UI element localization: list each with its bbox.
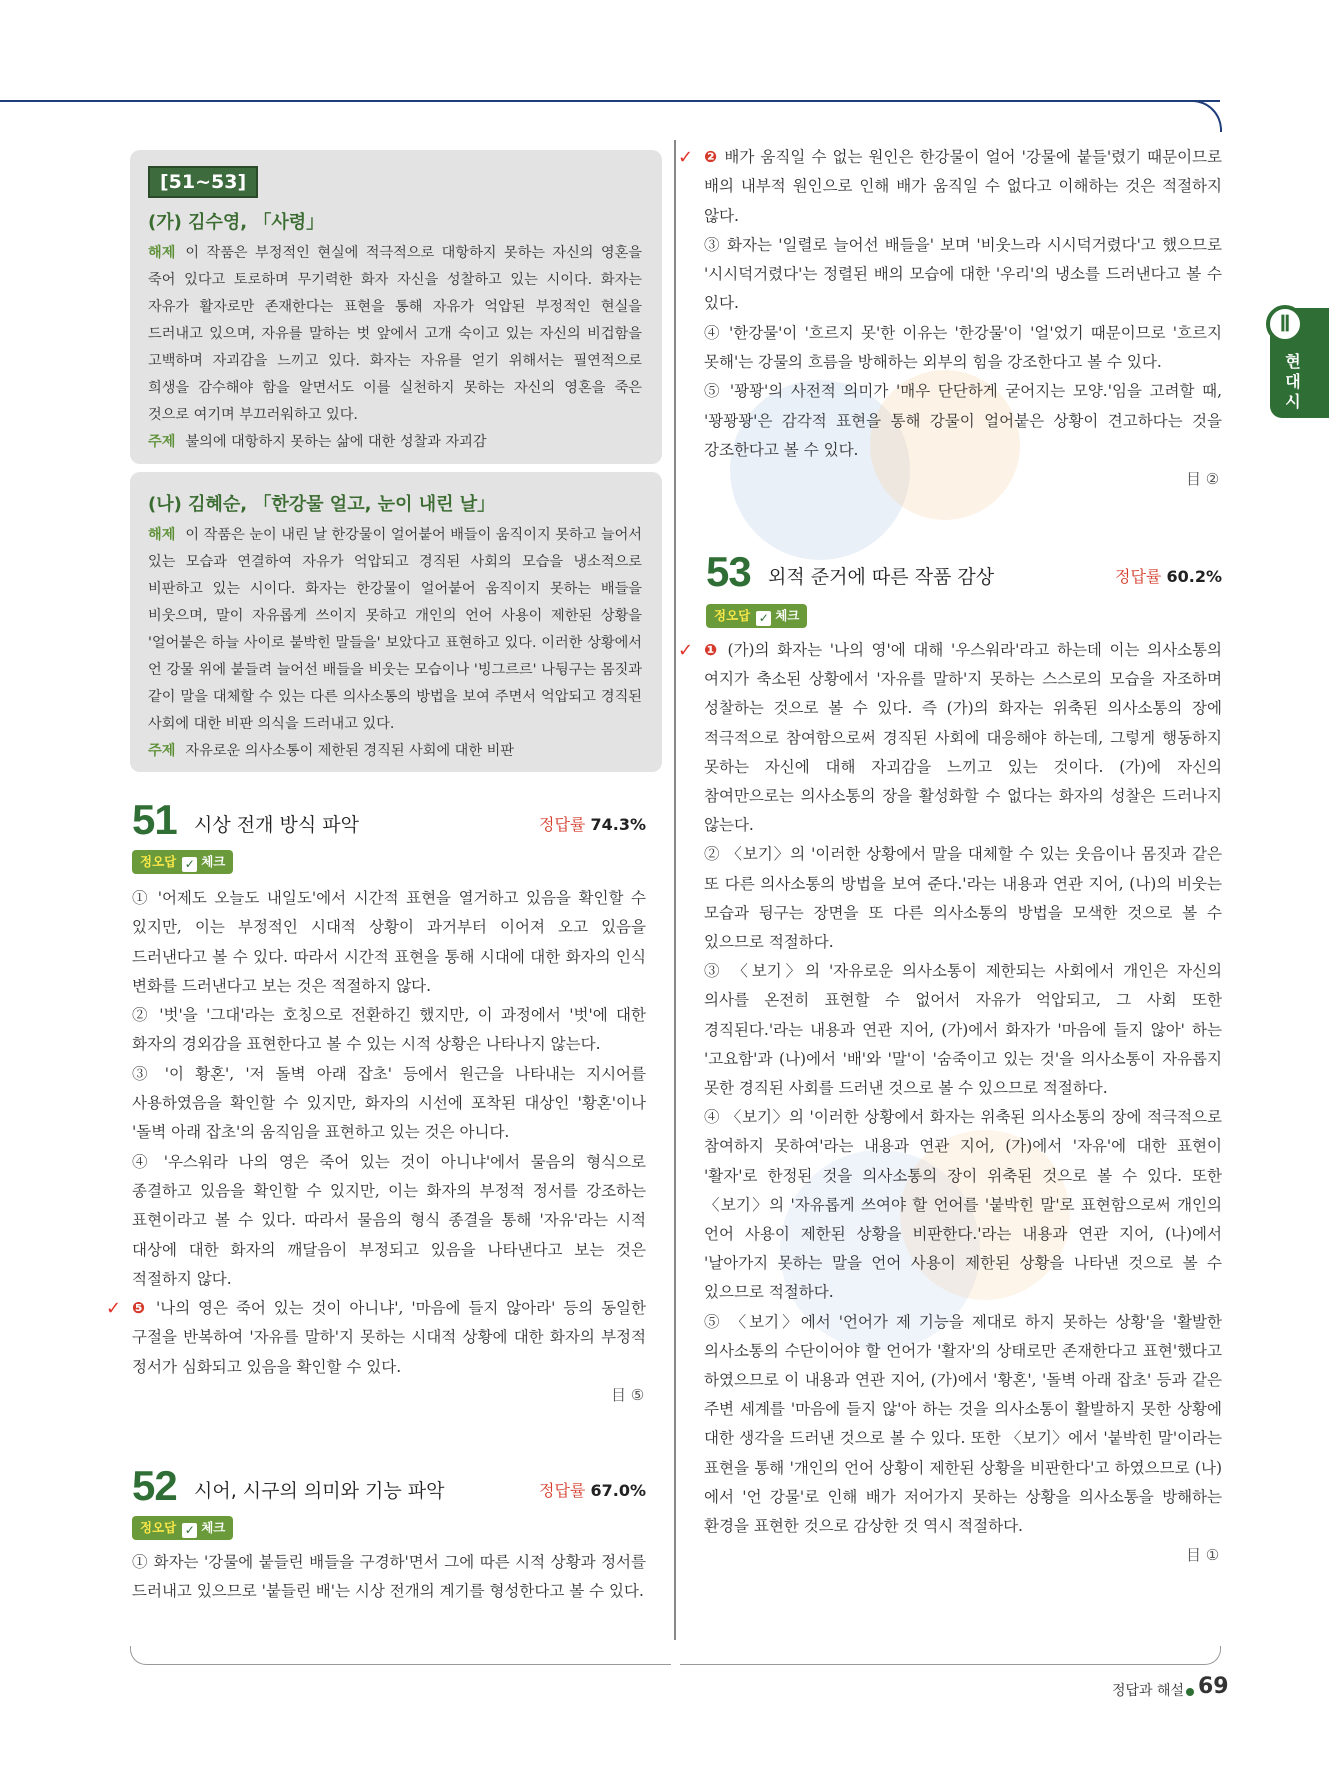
option-2: ② '벗'을 '그대'라는 호칭으로 전환하긴 했지만, 이 과정에서 '벗'에 대한 화자의 경외감을 표현한다고 볼 수 있는 시적 상황은 나타나지 않는다. — [132, 1006, 646, 1054]
theme-label: 주제 — [148, 743, 176, 759]
poem-b-title: (나) 김혜순, 「한강물 얼고, 눈이 내린 날」 — [148, 494, 496, 515]
haeje-label: 해제 — [148, 245, 176, 261]
option-3: ③ 화자는 '일렬로 늘어선 배들을' 보며 '비웃느라 시시덕거렸다'고 했으므로 '시시덕거렸다'는 정렬된 배의 모습에 대한 '우리'의 냉소를 드러낸다고 볼 수 있다. — [704, 235, 1222, 313]
question-53-header — [706, 548, 1222, 598]
checkmark-icon: ✓ — [106, 1298, 122, 1320]
check-label: 체크 — [201, 854, 226, 869]
page-number: 69 — [1198, 1674, 1229, 1699]
correct-option — [678, 636, 1222, 840]
poem-b-haeje-text: 이 작품은 눈이 내린 날 한강물이 얼어붙어 배들이 움직이지 못하고 늘어서 있는 모습과 연결하여 자유가 억압되고 경직된 사회의 모습을 냉소적으로 비판하고 있는 시이다. 화자는 한강물이 얼어붙어 움직이지 못하는 배들을 비웃으며, 말이 자유롭게 쓰이지 못하고 개인의 언어 사용이 제한된 상황을 '얼어붙은 하늘 사이로 붙박힌 말들을' 보았다고 표현하고 있다. 이러한 상황에서 언 강물 위에 붙들려 늘어선 배들을 비웃는 모습이나 '빙그르르' 나뒹구는 몸짓과 같이 말을 대체할 수 있는 다른 의사소통의 방법을 보여 주면서 억압되고 경직된 사회에 대한 비판 의식을 드러내고 있다. — [148, 527, 642, 732]
question-51-explanation — [106, 884, 647, 1382]
question-number: 53 — [706, 548, 751, 595]
poem-a-title: (가) 김수영, 「사령」 — [148, 212, 325, 233]
question-title: 외적 준거에 따른 작품 감상 — [768, 566, 995, 588]
answer-key: 目 ② — [1186, 470, 1220, 488]
question-number: 51 — [132, 796, 177, 843]
option-3: ③ 〈보기〉의 '자유로운 의사소통이 제한되는 사회에서 개인은 자신의 의사를 온전히 표현할 수 없어서 자유가 억압되고, 그 사회 또한 경직된다.'라는 내용과 연관 지어, (가)에서 화자가 '마음에 들지 않아' 하는 '고요함'과 (나)에서 '배'와 '말'이 '숨죽이고 있는 것'을 의사소통이 자유롭지 못한 경직된 사회를 드러낸 것으로 볼 수 있으므로 적절하다. — [704, 962, 1222, 1098]
checkmark-icon: ✓ — [678, 640, 694, 661]
correct-text: '나의 영은 죽어 있는 것이 아니냐', '마음에 들지 않아라' 등의 동일한 구절을 반복하여 '자유를 말하'지 못하는 시대적 상황에 대한 화자의 부정적 정서가 심화되고 있음을 확인할 수 있다. — [132, 1299, 647, 1376]
correct-option — [106, 1294, 647, 1382]
accuracy-rate — [1115, 564, 1222, 587]
correct-text: (가)의 화자는 '나의 영'에 대해 '우스워라'라고 하는데 이는 의사소통의 여지가 축소된 상황에서 '자유를 말하'지 못하는 스스로의 모습을 자조하며 성찰하는 것으로 볼 수 있다. 즉 (가)의 화자는 위축된 의사소통의 장에 적극적으로 참여함으로써 경직된 사회에 대응해야 하는데, 그렇게 행동하지 못하는 자신에 대해 자괴감을 느끼고 있는 것이다. (가)에 자신의 참여만으로는 의사소통의 장을 활성화할 수 없다는 화자의 성찰은 드러나지 않는다. — [704, 641, 1222, 835]
chapter-numeral: Ⅱ — [1266, 305, 1304, 343]
question-title: 시어, 시구의 의미와 기능 파악 — [194, 1480, 445, 1502]
header-rule — [0, 100, 1220, 102]
option-4: ④ 〈보기〉의 '이러한 상황에서 화자는 위축된 의사소통의 장에 적극적으로 참여하지 못하여'라는 내용과 연관 지어, (가)에서 '자유'에 대한 표현이 '활자'로 한정된 것을 의사소통의 장이 위축된 것으로 볼 수 있다. 또한 〈보기〉의 '자유롭게 쓰여야 할 언어를 '붙박힌 말'로 표현함으로써 개인의 언어 사용이 제한된 상황을 비판한다.'라는 내용과 연관 지어, (나)에서 '날아가지 못하는 말을 언어 사용이 제한된 상황을 나타낸 것으로 볼 수 있으므로 적절하다. — [704, 1108, 1222, 1302]
option-1: ① '어제도 오늘도 내일도'에서 시간적 표현을 열거하고 있음을 확인할 수 있지만, 이는 부정적인 시대적 상황이 과거부터 이어져 오고 있음을 드러낸다고 볼 수 있다. 따라서 시간적 표현을 통해 시대에 대한 화자의 인식 변화를 드러낸다고 보는 것은 적절하지 않다. — [132, 889, 646, 995]
check-ok-label: 정오답 — [140, 854, 177, 869]
accuracy-value: 60.2% — [1166, 567, 1222, 586]
question-52-explanation-right — [678, 143, 1222, 465]
poem-summary-box-b — [130, 472, 662, 772]
checkmark-icon: ✓ — [678, 147, 694, 168]
checkbox-icon: ✓ — [182, 1523, 197, 1538]
option-1: ① 화자는 '강물에 붙들린 배들을 구경하'면서 그에 따른 시적 상황과 정서를 드러내고 있으므로 '붙들린 배'는 시상 전개의 계기를 형성한다고 볼 수 있다. — [132, 1553, 646, 1601]
footer-dot-icon — [1186, 1688, 1194, 1696]
accuracy-rate — [539, 812, 646, 835]
poem-b-haeje — [148, 522, 642, 738]
question-number: 52 — [132, 1462, 177, 1509]
answer-check-badge — [132, 850, 233, 874]
poem-a-theme — [148, 429, 642, 456]
haeje-label: 해제 — [148, 527, 176, 543]
accuracy-label: 정답률 — [539, 815, 586, 834]
option-5: ⑤ 〈보기〉에서 '언어가 제 기능을 제대로 하지 못하는 상황'을 '활발한 의사소통의 수단이어야 할 언어가 '활자'의 상태로만 존재한다고 표현'했다고 하였으므로 이 내용과 연관 지어, (가)에서 '황혼', '돌벽 아래 잡초' 등과 같은 주변 세계를 '마음에 들지 않'아 하는 것을 의사소통이 활발하지 못한 상황에 대한 생각을 드러낸 것으로 볼 수 있다. 또한 〈보기〉에서 '붙박힌 말'이라는 표현을 통해 '개인의 언어 상황이 제한된 상황을 비판한다'고 하였으므로 (나)에서 '언 강물'로 인해 배가 저어가지 못하는 상황을 의사소통을 방해하는 환경을 표현한 것으로 감상한 것 역시 적절하다. — [704, 1312, 1222, 1536]
poem-a-haeje — [148, 240, 642, 429]
option-2: ② 〈보기〉의 '이러한 상황에서 말을 대체할 수 있는 웃음이나 몸짓과 같은 또 다른 의사소통의 방법을 보여 준다.'라는 내용과 연관 지어, (나)의 비웃는 모습과 뒹구는 장면을 또 다른 의사소통의 방법을 모색한 것으로 볼 수 있으므로 적절하다. — [704, 845, 1222, 952]
check-ok-label: 정오답 — [140, 1520, 177, 1535]
chapter-label: 현대시 — [1285, 352, 1301, 411]
option-4: ④ '한강물'이 '흐르지 못'한 이유는 '한강물'이 '얼'었기 때문이므로 '흐르지 못해'는 강물의 흐름을 방해하는 외부의 힘을 강조한다고 볼 수 있다. — [704, 323, 1222, 372]
checkbox-icon: ✓ — [182, 857, 197, 872]
accuracy-value: 67.0% — [590, 1481, 646, 1500]
answer-key: 目 ① — [1186, 1546, 1220, 1564]
accuracy-label: 정답률 — [539, 1481, 586, 1500]
accuracy-rate — [539, 1478, 646, 1501]
question-52-header — [132, 1462, 646, 1512]
question-52-explanation-left — [132, 1548, 646, 1607]
check-label: 체크 — [775, 608, 800, 623]
correct-text: 배가 움직일 수 없는 원인은 한강물이 얼어 '강물에 붙들'렸기 때문이므로 배의 내부적 원인으로 인해 배가 움직일 수 없다고 이해하는 것은 적절하지 않다. — [704, 148, 1222, 225]
correct-option — [678, 143, 1222, 231]
option-5: ⑤ '꽝꽝'의 사전적 의미가 '매우 단단하게 굳어지는 모양.'임을 고려할 때, '꽝꽝꽝'은 감각적 표현을 통해 강물이 얼어붙은 상황이 견고하다는 것을 강조한다고 볼 수 있다. — [704, 382, 1222, 459]
correct-number: ❺ — [132, 1299, 149, 1318]
answer-key: 目 ⑤ — [611, 1386, 645, 1404]
accuracy-label: 정답률 — [1115, 567, 1162, 586]
option-3: ③ '이 황혼', '저 돌벽 아래 잡초' 등에서 원근을 나타내는 지시어를 사용하였음을 확인할 수 있지만, 화자의 시선에 포착된 대상인 '황혼'이나 '돌벽 아래 잡초'의 움직임을 표현하고 있는 것은 아니다. — [132, 1064, 646, 1142]
poem-b-theme-text: 자유로운 의사소통이 제한된 경직된 사회에 대한 비판 — [185, 743, 514, 759]
poem-summary-box-a — [130, 150, 662, 464]
correct-number: ❶ — [704, 641, 720, 659]
left-column-frame — [130, 1646, 671, 1665]
check-ok-label: 정오답 — [714, 608, 751, 623]
poem-a-theme-text: 불의에 대항하지 못하는 삶에 대한 성찰과 자괴감 — [185, 434, 487, 450]
column-divider — [674, 140, 676, 1640]
question-title: 시상 전개 방식 파악 — [194, 814, 359, 836]
poem-b-theme — [148, 738, 642, 765]
checkbox-icon: ✓ — [756, 611, 771, 626]
footer-section-label: 정답과 해설 — [1112, 1683, 1185, 1699]
check-label: 체크 — [201, 1520, 226, 1535]
question-range-tag: [51~53] — [148, 166, 258, 198]
answer-check-badge — [706, 604, 807, 628]
poem-a-haeje-text: 이 작품은 부정적인 현실에 적극적으로 대항하지 못하는 자신의 영혼을 죽어 있다고 토로하며 무기력한 화자 자신을 성찰하고 있는 시이다. 화자는 자유가 활자로만 존재한다는 표현을 통해 자유가 억압된 부정적인 현실을 드러내고 있으며, 자유를 말하는 벗 앞에서 고개 숙이고 있는 자신의 비겁함을 고백하며 자괴감을 느끼고 있다. 화자는 자유를 얻기 위해서는 필연적으로 희생을 감수해야 함을 알면서도 이를 실천하지 못하는 자신의 영혼을 죽은 것으로 여기며 부끄러워하고 있다. — [148, 245, 642, 423]
answer-check-badge — [132, 1516, 233, 1540]
header-rule-curve — [1190, 100, 1222, 132]
question-51-header — [132, 796, 646, 846]
theme-label: 주제 — [148, 434, 176, 450]
option-4: ④ '우스워라 나의 영은 죽어 있는 것이 아니냐'에서 물음의 형식으로 종결하고 있음을 확인할 수 있지만, 이는 화자의 부정적 정서를 강조하는 표현이라고 볼 수 있다. 따라서 물음의 형식 종결을 통해 '자유'라는 시적 대상에 대한 화자의 깨달음이 부정되고 있음을 나타낸다고 보는 것은 적절하지 않다. — [132, 1152, 646, 1288]
accuracy-value: 74.3% — [590, 815, 646, 834]
question-53-explanation — [678, 636, 1222, 1541]
correct-number: ❷ — [704, 148, 719, 166]
right-column-frame — [680, 1646, 1221, 1665]
